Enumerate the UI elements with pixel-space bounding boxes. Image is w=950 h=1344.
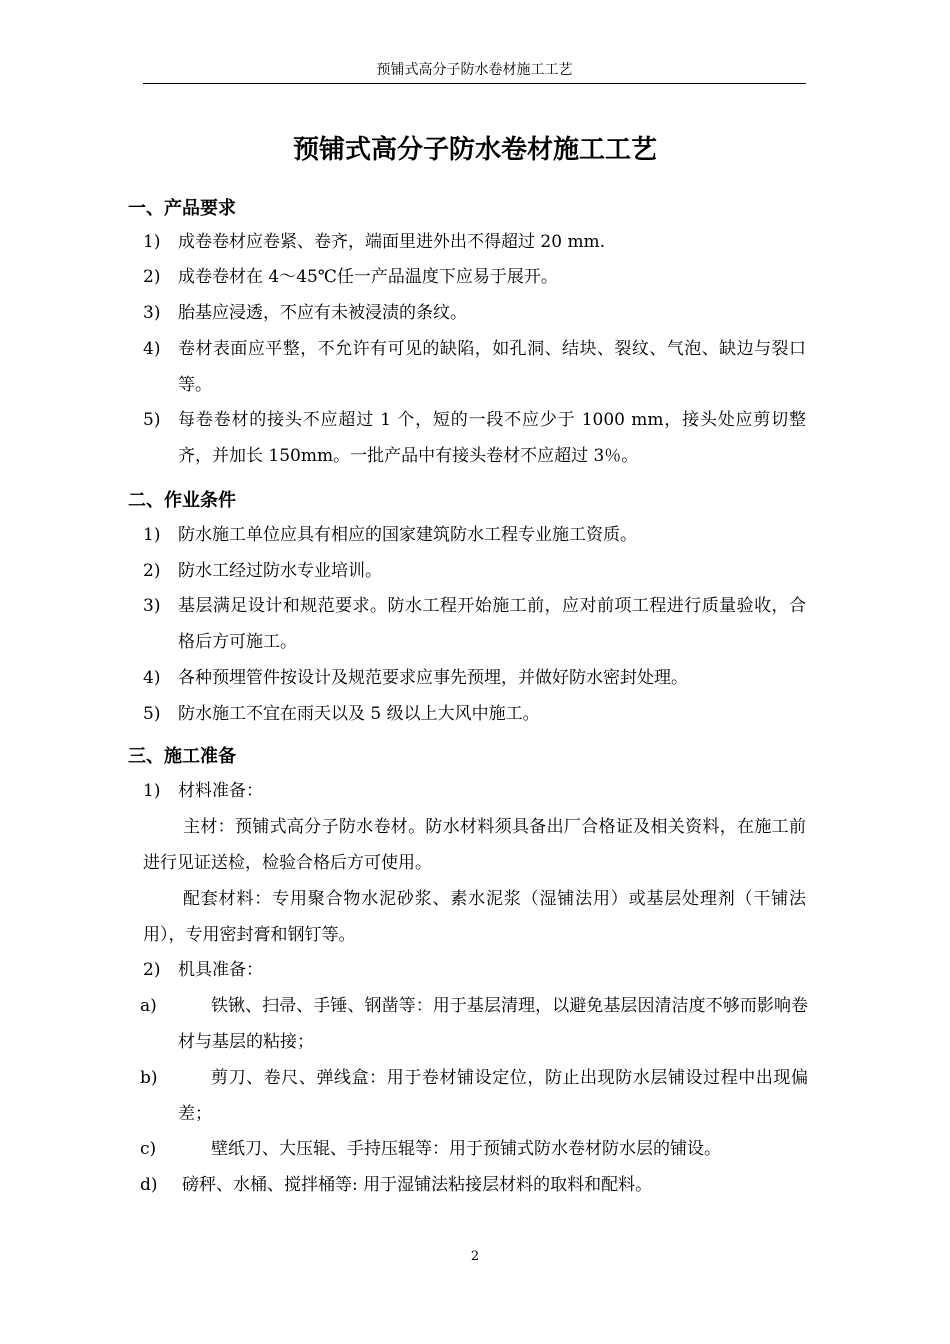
paragraph-auxiliary-material: 配套材料：专用聚合物水泥砂浆、素水泥浆（湿铺法用）或基层处理剂（干铺法用），专用密封膏和钢钉等。 xyxy=(143,889,806,945)
paragraph-main-material: 主材：预铺式高分子防水卷材。防水材料须具备出厂合格证及相关资料，在施工前进行见证送检，检验合格后方可使用。 xyxy=(143,817,806,873)
sub-list-item xyxy=(140,1060,808,1132)
sub-list-item-letter: c) xyxy=(140,1139,157,1159)
sub-list-item-letter: a) xyxy=(140,996,157,1016)
sub-list-item-text: 磅秤、水桶、搅拌桶等: 用于湿铺法粘接层材料的取料和配料。 xyxy=(182,1175,653,1195)
sub-list-item-letter: d) xyxy=(140,1175,158,1195)
list-item-number: 1) xyxy=(143,525,161,545)
list-item xyxy=(143,295,806,331)
list-item-number: 4) xyxy=(143,339,161,359)
list-item-text: 每卷卷材的接头不应超过 1 个，短的一段不应少于 1000 mm，接头处应剪切整齐，并加长 150mm。一批产品中有接头卷材不应超过 3％。 xyxy=(178,410,806,466)
document-title: 预铺式高分子防水卷材施工工艺 xyxy=(292,135,657,165)
sub-list-item-letter: b) xyxy=(140,1068,158,1088)
list-item-number: 3) xyxy=(143,303,161,323)
list-item-number: 1) xyxy=(143,232,161,252)
list-item-number: 4) xyxy=(143,668,161,688)
list-item-text: 防水工经过防水专业培训。 xyxy=(178,561,382,581)
section-heading-product-requirements: 一、产品要求 xyxy=(128,198,236,219)
list-item xyxy=(143,952,806,988)
list-item-text: 卷材表面应平整，不允许有可见的缺陷，如孔洞、结块、裂纹、气泡、缺边与裂口等。 xyxy=(178,339,806,395)
header-rule xyxy=(143,83,806,84)
section-heading-work-conditions: 二、作业条件 xyxy=(128,490,236,511)
sub-list-item-text: 剪刀、卷尺、弹线盒：用于卷材铺设定位，防止出现防水层铺设过程中出现偏差； xyxy=(178,1068,808,1124)
list-item-text: 基层满足设计和规范要求。防水工程开始施工前，应对前项工程进行质量验收，合格后方可施工。 xyxy=(178,596,806,652)
list-item xyxy=(143,660,806,696)
list-item xyxy=(143,553,806,589)
section-heading-construction-preparation: 三、施工准备 xyxy=(128,746,236,767)
list-item xyxy=(143,259,806,295)
list-item-text: 胎基应浸透，不应有未被浸渍的条纹。 xyxy=(178,303,467,323)
list-item xyxy=(143,773,806,809)
list-item-number: 3) xyxy=(143,596,161,616)
list-item-number: 2) xyxy=(143,960,161,980)
list-item-text: 各种预埋管件按设计及规范要求应事先预埋，并做好防水密封处理。 xyxy=(178,668,688,688)
list-item xyxy=(143,517,806,553)
list-item xyxy=(143,696,806,732)
list-item-text: 机具准备： xyxy=(178,960,263,980)
list-item-text: 成卷卷材应卷紧、卷齐，端面里进外出不得超过 20 mm. xyxy=(178,232,606,252)
sub-list-item-text: 壁纸刀、大压辊、手持压辊等：用于预铺式防水卷材防水层的铺设。 xyxy=(211,1139,721,1159)
sub-list-item xyxy=(140,1167,808,1203)
list-item-number: 5) xyxy=(143,704,161,724)
page-number: 2 xyxy=(470,1249,480,1264)
sub-list-item xyxy=(140,988,808,1060)
list-item xyxy=(143,402,806,474)
list-item-number: 2) xyxy=(143,267,161,287)
list-item-text: 材料准备： xyxy=(178,781,263,801)
sub-list-item-text: 铁锹、扫帚、手锤、钢凿等：用于基层清理，以避免基层因清洁度不够而影响卷材与基层的粘接； xyxy=(178,996,808,1052)
list-item-number: 2) xyxy=(143,561,161,581)
list-item xyxy=(143,588,806,660)
list-item-number: 1) xyxy=(143,781,161,801)
list-item-number: 5) xyxy=(143,410,161,430)
list-item-text: 成卷卷材在 4～45℃任一产品温度下应易于展开。 xyxy=(178,267,558,287)
sub-list-item xyxy=(140,1131,808,1167)
list-item xyxy=(143,224,806,260)
list-item-text: 防水施工不宜在雨天以及 5 级以上大风中施工。 xyxy=(178,704,540,724)
page-header: 预铺式高分子防水卷材施工工艺 xyxy=(376,62,573,78)
list-item xyxy=(143,331,806,403)
list-item-text: 防水施工单位应具有相应的国家建筑防水工程专业施工资质。 xyxy=(178,525,637,545)
